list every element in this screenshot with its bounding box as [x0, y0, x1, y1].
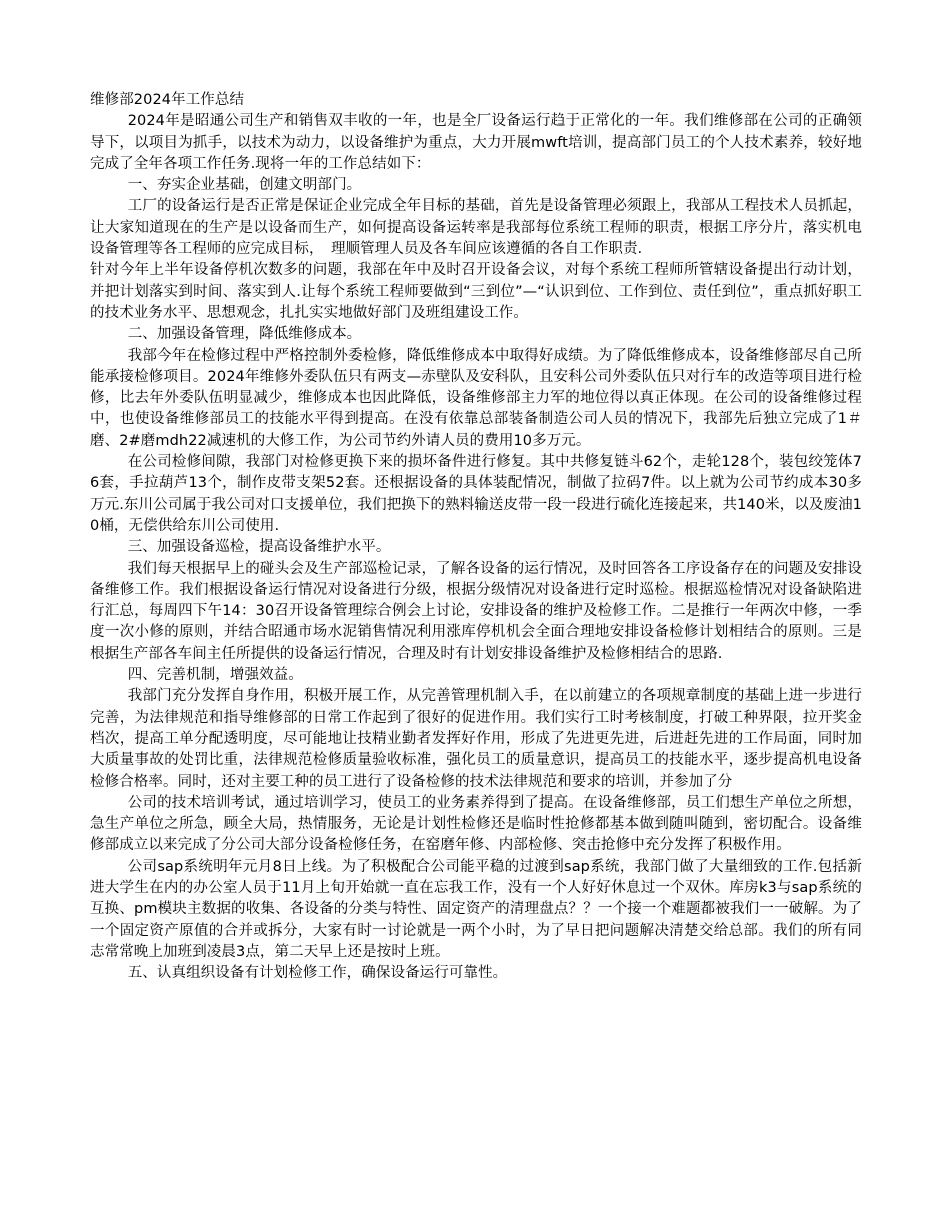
section-heading: 五、认真组织设备有计划检修工作，确保设备运行可靠性。	[127, 965, 508, 982]
section-heading: 四、完善机制，增强效益。	[127, 667, 303, 684]
body-paragraph: 2024年是昭通公司生产和销售双丰收的一年，也是全厂设备运行趋于正常化的一年。我们维修部在公司的正确领导下，以项目为抓手，以技术为动力，以设备维护为重点，大力开展mwft培训，提高部门员工的个人技术素养，较好地完成了全年各项工作任务.现将一年的工作总结如下：	[90, 113, 862, 172]
document-page	[90, 90, 862, 984]
section-heading: 三、加强设备巡检，提高设备维护水平。	[127, 539, 391, 556]
document-body	[90, 111, 862, 984]
body-paragraph: 在公司检修间隙，我部门对检修更换下来的损坏备件进行修复。其中共修复链斗62个，走轮128个，装包绞笼体76套，手拉葫芦13个，制作皮带支架52套。还根据设备的具体装配情况，制做了拉码7件。以上就为公司节约成本30多万元.东川公司属于我公司对口支援单位，我们把换下的熟料输送皮带一段一段进行硫化连接起来，共140米，以及废油10桶，无偿供给东川公司使用.	[90, 454, 863, 534]
body-paragraph: 公司的技术培训考试，通过培训学习，使员工的业务素养得到了提高。在设备维修部，员工们想生产单位之所想，急生产单位之所急，顾全大局，热情服务，无论是计划性检修还是临时性抢修都基本做到随叫随到，密切配合。设备维修部成立以来完成了分公司大部分设备检修任务，在窑磨年修、内部检修、突击抢修中充分发挥了积极作用。	[90, 794, 862, 854]
body-paragraph: 我们每天根据早上的碰头会及生产部巡检记录，了解各设备的运行情况，及时回答各工序设备存在的问题及安排设备维修工作。我们根据设备运行情况对设备进行分级，根据分级情况对设备进行定时巡检。根据巡检情况对设备缺陷进行汇总，每周四下午14：30召开设备管理综合例会上讨论，安排设备的维护及检修工作。二是推行一年两次中修，一季度一次小修的原则，并结合昭通市场水泥销售情况利用涨库停机机会全面合理地安排设备检修计划相结合的原则。三是根据生产部各车间主任所提供的设备运行情况，合理及时有计划安排设备维护及检修相结合的思路.	[90, 560, 862, 662]
body-paragraph: 我部今年在检修过程中严格控制外委检修，降低维修成本中取得好成绩。为了降低维修成本，设备维修部尽自己所能承接检修项目。2024年维修外委队伍只有两支—赤壁队及安科队，且安科公司外委队伍只对行车的改造等项目进行检修，比去年外委队伍明显减少，维修成本也因此降低，设备维修部主力军的地位得以真正体现。在公司的设备维修过程中，也使设备维修部员工的技能水平得到提高。在没有依靠总部装备制造公司人员的情况下，我部先后独立完成了1＃磨、2#磨mdh22减速机的大修工作，为公司节约外请人员的费用10多万元。	[90, 347, 862, 449]
section-heading: 一、夯实企业基础，创建文明部门。	[127, 177, 362, 194]
body-paragraph: 公司sap系统明年元月8日上线。为了积极配合公司能平稳的过渡到sap系统，我部门做了大量细致的工作.包括新进大学生在内的办公室人员于11月上旬开始就一直在忘我工作，没有一个人好好休息过一个双休。库房k3与sap系统的互换、pm模块主数据的收集、各设备的分类与特性、固定资产的清理盘点？？一个接一个难题都被我们一一破解。为了一个固定资产原值的合并或拆分，大家有时一讨论就是一两个小时，为了早日把问题解决清楚交给总部。我们的所有同志常常晚上加班到凌晨3点，第二天早上还是按时上班。	[90, 858, 862, 960]
document-title: 维修部2024年工作总结	[90, 92, 245, 108]
section-heading: 二、加强设备管理，降低维修成本。	[127, 326, 362, 343]
body-paragraph: 我部门充分发挥自身作用，积极开展工作，从完善管理机制入手，在以前建立的各项规章制度的基础上进一步进行完善，为法律规范和指导维修部的日常工作起到了很好的促进作用。我们实行工时考核制度，打破工种界限，拉开奖金档次，提高工单分配透明度，尽可能地让技精业勤者发挥好作用，形成了先进更先进，后进赶先进的工作局面，同时加大质量事故的处罚比重，法律规范检修质量验收标准，强化员工的质量意识，提高员工的技能水平，逐步提高机电设备检修合格率。同时，还对主要工种的员工进行了设备检修的技术法律规范和要求的培训，并参加了分	[90, 688, 862, 790]
body-paragraph: 针对今年上半年设备停机次数多的问题，我部在年中及时召开设备会议，对每个系统工程师所管辖设备提出行动计划，并把计划落实到时间、落实到人.让每个系统工程师要做到“三到位”—“认识到位、工作到位、责任到位”，重点抓好职工的技术业务水平、思想观念，扎扎实实地做好部门及班组建设工作。	[90, 262, 862, 321]
body-paragraph: 工厂的设备运行是否正常是保证企业完成全年目标的基础，首先是设备管理必须跟上，我部从工程技术人员抓起，让大家知道现在的生产是以设备而生产，如何提高设备运转率是我部每位系统工程师的职责，根据工序分片，落实机电设备管理等各工程师的应完成目标， 理顺管理人员及各车间应该遵循的各自工作职责.	[90, 198, 862, 258]
